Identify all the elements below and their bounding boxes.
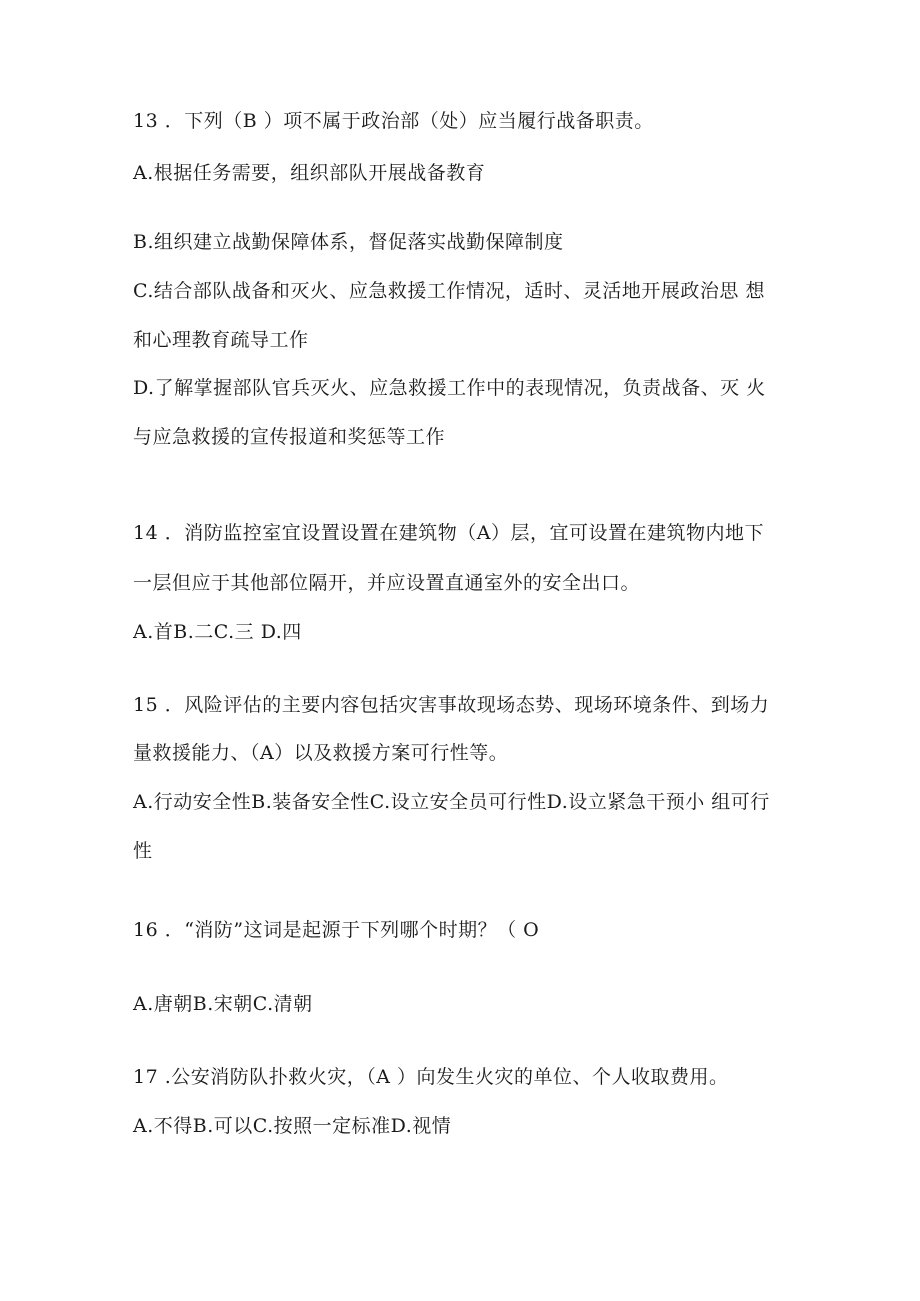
q13-option-c-line2: 和心理教育疏导工作 bbox=[133, 329, 309, 351]
q17-options: A.不得B.可以C.按照一定标准D.视情 bbox=[133, 1115, 452, 1137]
q14-stem-line2: 一层但应于其他部位隔开，并应设置直通室外的安全出口。 bbox=[133, 572, 641, 594]
q15-stem-line2: 量救援能力、（A）以及救援方案可行性等。 bbox=[133, 742, 509, 764]
q14-options: A.首B.二C.三 D.四 bbox=[133, 621, 302, 643]
q13-stem: 13 ．下列（B ）项不属于政治部（处）应当履行战备职责。 bbox=[133, 110, 654, 132]
q13-option-a: A.根据任务需要，组织部队开展战备教育 bbox=[133, 162, 486, 184]
q14-stem-line1: 14 ．消防监控室宜设置设置在建筑物（A）层，宜可设置在建筑物内地下 bbox=[133, 522, 764, 544]
q13-option-c-line1: C.结合部队战备和灭火、应急救援工作情况，适时、灵活地开展政治思 想 bbox=[133, 280, 765, 302]
q16-stem: 16 ．“消防”这词是起源于下列哪个时期？（ O bbox=[133, 919, 540, 941]
q13-option-d-line1: D.了解掌握部队官兵灭火、应急救援工作中的表现情况，负责战备、灭 火 bbox=[133, 377, 766, 399]
q13-option-b: B.组织建立战勤保障体系，督促落实战勤保障制度 bbox=[133, 231, 564, 253]
q15-options-line1: A.行动安全性B.装备安全性C.设立安全员可行性D.设立紧急干预小 组可行 bbox=[133, 791, 770, 813]
q17-stem: 17 .公安消防队扑救火灾，（A ）向发生火灾的单位、个人收取费用。 bbox=[133, 1066, 729, 1088]
q15-options-line2: 性 bbox=[133, 840, 153, 862]
q16-options: A.唐朝B.宋朝C.清朝 bbox=[133, 993, 313, 1015]
q13-option-d-line2: 与应急救援的宣传报道和奖惩等工作 bbox=[133, 426, 446, 448]
q15-stem-line1: 15 ．风险评估的主要内容包括灾害事故现场态势、现场环境条件、到场力 bbox=[133, 694, 770, 716]
